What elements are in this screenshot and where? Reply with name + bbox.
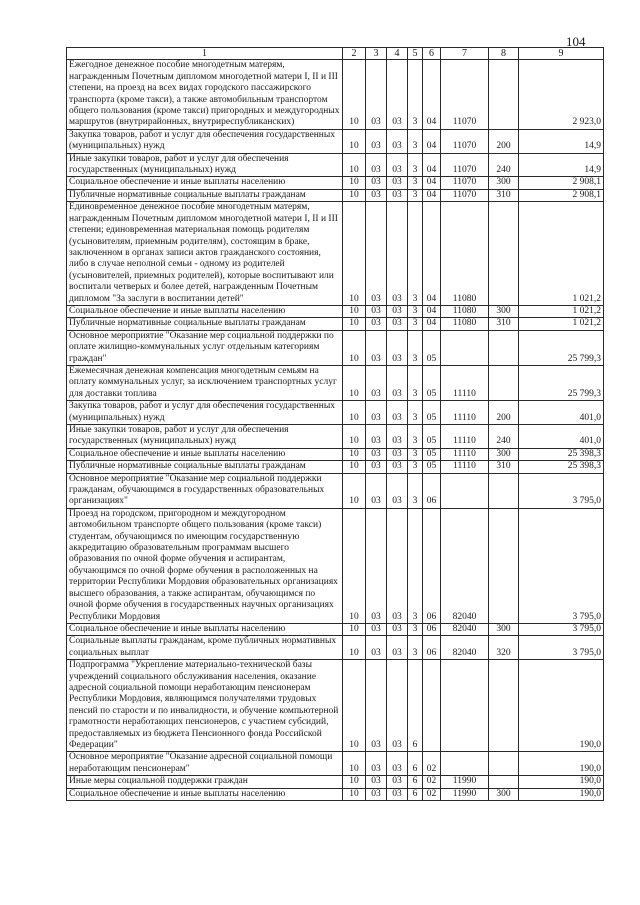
amount: 3 795,0: [519, 508, 604, 623]
code-subsection: 03: [366, 60, 387, 129]
amount: 1 021,2: [519, 202, 604, 306]
code-expense-type: [489, 508, 519, 623]
code-section: 10: [343, 752, 366, 776]
code-section: 10: [343, 636, 366, 660]
code-activity: 04: [423, 129, 441, 153]
code-program: 03: [387, 623, 408, 635]
code-subsection: 03: [366, 425, 387, 449]
code-section: 10: [343, 177, 366, 189]
code-direction: 11070: [441, 177, 489, 189]
code-subprogram: 3: [408, 129, 423, 153]
code-subprogram: 6: [408, 752, 423, 776]
table-row: [67, 752, 604, 776]
item-name: Закупка товаров, работ и услуг для обеспечения государственных (муниципальных) нужд: [67, 129, 343, 153]
code-direction: 11110: [441, 401, 489, 425]
header-cell: 9: [519, 48, 604, 60]
code-subprogram: 6: [408, 660, 423, 752]
code-section: 10: [343, 365, 366, 400]
code-direction: [441, 473, 489, 508]
code-activity: 04: [423, 60, 441, 129]
code-activity: 02: [423, 752, 441, 776]
code-activity: 04: [423, 177, 441, 189]
code-subprogram: 3: [408, 508, 423, 623]
code-subprogram: 3: [408, 330, 423, 365]
header-cell: 3: [366, 48, 387, 60]
code-direction: 11080: [441, 305, 489, 317]
code-direction: 11070: [441, 153, 489, 177]
header-cell: 2: [343, 48, 366, 60]
table-row: [67, 177, 604, 189]
budget-table: [66, 47, 604, 801]
code-subsection: 03: [366, 752, 387, 776]
code-program: 03: [387, 177, 408, 189]
code-subsection: 03: [366, 623, 387, 635]
item-name: Закупка товаров, работ и услуг для обеспечения государственных (муниципальных) нужд: [67, 401, 343, 425]
amount: 3 795,0: [519, 636, 604, 660]
item-name: Иные закупки товаров, работ и услуг для обеспечения государственных (муниципальных) нужд: [67, 153, 343, 177]
table-row: [67, 788, 604, 800]
header-cell: 8: [489, 48, 519, 60]
code-expense-type: 200: [489, 401, 519, 425]
code-subsection: 03: [366, 660, 387, 752]
code-expense-type: [489, 202, 519, 306]
table-row: [67, 129, 604, 153]
code-direction: 11110: [441, 461, 489, 473]
item-name: Ежемесячная денежная компенсация многодетным семьям на оплату коммунальных услуг, за исключением транспортных услуг для доставки топлива: [67, 365, 343, 400]
code-direction: 11070: [441, 189, 489, 201]
code-expense-type: [489, 660, 519, 752]
code-subprogram: 3: [408, 401, 423, 425]
code-program: 03: [387, 776, 408, 788]
code-activity: 02: [423, 776, 441, 788]
code-expense-type: 200: [489, 129, 519, 153]
code-subsection: 03: [366, 636, 387, 660]
code-section: 10: [343, 473, 366, 508]
code-section: 10: [343, 330, 366, 365]
table-row: [67, 365, 604, 400]
table-row: [67, 473, 604, 508]
table-row: [67, 305, 604, 317]
code-program: 03: [387, 508, 408, 623]
amount: 2 923,0: [519, 60, 604, 129]
code-expense-type: 240: [489, 425, 519, 449]
code-subsection: 03: [366, 365, 387, 400]
code-section: 10: [343, 623, 366, 635]
code-activity: 05: [423, 425, 441, 449]
code-program: 03: [387, 189, 408, 201]
amount: 190,0: [519, 660, 604, 752]
code-subsection: 03: [366, 129, 387, 153]
code-activity: 02: [423, 788, 441, 800]
code-program: 03: [387, 202, 408, 306]
code-activity: 04: [423, 305, 441, 317]
code-direction: [441, 660, 489, 752]
code-subsection: 03: [366, 318, 387, 330]
code-expense-type: [489, 776, 519, 788]
table-row: [67, 623, 604, 635]
code-activity: 05: [423, 330, 441, 365]
code-activity: 06: [423, 508, 441, 623]
code-subprogram: 3: [408, 60, 423, 129]
code-subprogram: 3: [408, 365, 423, 400]
code-section: 10: [343, 508, 366, 623]
table-body: [67, 60, 604, 801]
table-row: [67, 660, 604, 752]
code-activity: 06: [423, 473, 441, 508]
code-subsection: 03: [366, 153, 387, 177]
code-subsection: 03: [366, 508, 387, 623]
code-direction: 82040: [441, 636, 489, 660]
code-subsection: 03: [366, 202, 387, 306]
code-section: 10: [343, 776, 366, 788]
amount: 25 799,3: [519, 330, 604, 365]
header-cell: 4: [387, 48, 408, 60]
code-expense-type: 300: [489, 448, 519, 460]
code-expense-type: 300: [489, 788, 519, 800]
item-name: Социальное обеспечение и иные выплаты населению: [67, 177, 343, 189]
code-activity: 04: [423, 153, 441, 177]
code-program: 03: [387, 473, 408, 508]
code-direction: 11110: [441, 365, 489, 400]
table-row: [67, 636, 604, 660]
code-subsection: 03: [366, 330, 387, 365]
code-direction: 11110: [441, 425, 489, 449]
code-subsection: 03: [366, 461, 387, 473]
code-expense-type: 300: [489, 305, 519, 317]
code-program: 03: [387, 153, 408, 177]
code-section: 10: [343, 189, 366, 201]
code-activity: 05: [423, 461, 441, 473]
table-row: [67, 153, 604, 177]
code-section: 10: [343, 788, 366, 800]
item-name: Единовременное денежное пособие многодетным матерям, награжденным Почетным дипломом многодетной матери I, II и III степени; единовременная материальная помощь родителям (усыновителям, приемным родителям), состоящим в браке, заключенном в органах записи актов гражданского состояния, либо в случае неполной семьи - одному из родителей (усыновителей, приемных родителей), которые воспитывают или воспитали четверых и более детей, награжденным Почетным дипломом "За заслуги в воспитании детей": [67, 202, 343, 306]
header-cell: 7: [441, 48, 489, 60]
code-section: 10: [343, 60, 366, 129]
item-name: Ежегодное денежное пособие многодетным матерям, награжденным Почетным дипломом многодетной матери I, II и III степени, на проезд на всех видах городского пассажирского транспорта (кроме такси), а также автомобильным транспортом общего пользования (кроме такси) пригородных и междугородных маршрутов (внутрирайонных, внутриреспубликанских): [67, 60, 343, 129]
code-expense-type: 310: [489, 189, 519, 201]
code-subsection: 03: [366, 401, 387, 425]
amount: 25 398,3: [519, 461, 604, 473]
code-direction: 11990: [441, 776, 489, 788]
code-direction: 11070: [441, 129, 489, 153]
code-subprogram: 3: [408, 473, 423, 508]
header-cell: 5: [408, 48, 423, 60]
code-direction: 11110: [441, 448, 489, 460]
code-activity: [423, 660, 441, 752]
code-activity: 04: [423, 318, 441, 330]
code-subprogram: 3: [408, 153, 423, 177]
header-cell: 6: [423, 48, 441, 60]
code-expense-type: [489, 473, 519, 508]
table-row: [67, 425, 604, 449]
code-section: 10: [343, 202, 366, 306]
code-activity: 06: [423, 623, 441, 635]
code-subsection: 03: [366, 776, 387, 788]
code-subprogram: 3: [408, 425, 423, 449]
code-subprogram: 6: [408, 776, 423, 788]
amount: 190,0: [519, 788, 604, 800]
table-row: [67, 508, 604, 623]
code-subsection: 03: [366, 189, 387, 201]
code-section: 10: [343, 129, 366, 153]
table-row: [67, 330, 604, 365]
code-expense-type: [489, 752, 519, 776]
item-name: Публичные нормативные социальные выплаты гражданам: [67, 318, 343, 330]
code-activity: 05: [423, 401, 441, 425]
item-name: Иные закупки товаров, работ и услуг для обеспечения государственных (муниципальных) нужд: [67, 425, 343, 449]
item-name: Социальные выплаты гражданам, кроме публичных нормативных социальных выплат: [67, 636, 343, 660]
item-name: Иные меры социальной поддержки граждан: [67, 776, 343, 788]
item-name: Публичные нормативные социальные выплаты гражданам: [67, 461, 343, 473]
code-program: 03: [387, 305, 408, 317]
code-direction: 82040: [441, 623, 489, 635]
item-name: Основное мероприятие "Оказание мер социальной поддержки по оплате жилищно-коммунальных услуг отдельным категориям граждан": [67, 330, 343, 365]
code-section: 10: [343, 425, 366, 449]
code-subprogram: 3: [408, 636, 423, 660]
code-direction: [441, 752, 489, 776]
code-program: 03: [387, 660, 408, 752]
code-section: 10: [343, 401, 366, 425]
code-subprogram: 3: [408, 202, 423, 306]
amount: 2 908,1: [519, 189, 604, 201]
amount: 25 799,3: [519, 365, 604, 400]
code-expense-type: 310: [489, 318, 519, 330]
code-direction: 11080: [441, 318, 489, 330]
page-number: 104: [566, 34, 586, 49]
item-name: Социальное обеспечение и иные выплаты населению: [67, 788, 343, 800]
code-activity: 05: [423, 365, 441, 400]
code-program: 03: [387, 752, 408, 776]
code-direction: 11080: [441, 202, 489, 306]
amount: 14,9: [519, 153, 604, 177]
code-direction: [441, 330, 489, 365]
code-expense-type: [489, 60, 519, 129]
table-row: [67, 318, 604, 330]
amount: 25 398,3: [519, 448, 604, 460]
table-row: [67, 776, 604, 788]
code-section: 10: [343, 461, 366, 473]
amount: 3 795,0: [519, 623, 604, 635]
code-direction: 82040: [441, 508, 489, 623]
code-subprogram: 3: [408, 177, 423, 189]
code-subsection: 03: [366, 305, 387, 317]
code-subprogram: 3: [408, 448, 423, 460]
code-expense-type: 320: [489, 636, 519, 660]
code-activity: 06: [423, 636, 441, 660]
code-subsection: 03: [366, 177, 387, 189]
code-subprogram: 3: [408, 461, 423, 473]
table-row: [67, 461, 604, 473]
table-row: [67, 448, 604, 460]
code-activity: 04: [423, 189, 441, 201]
amount: 1 021,2: [519, 305, 604, 317]
item-name: Социальное обеспечение и иные выплаты населению: [67, 623, 343, 635]
table-row: [67, 401, 604, 425]
code-program: 03: [387, 448, 408, 460]
code-expense-type: 300: [489, 623, 519, 635]
code-subprogram: 3: [408, 189, 423, 201]
code-section: 10: [343, 305, 366, 317]
item-name: Проезд на городском, пригородном и междугородном автомобильном транспорте общего пользования (кроме такси) студентам, обучающимся по имеющим государственную аккредитацию образовательным программам высшего образования по очной форме обучения и аспирантам, обучающимся по очной форме обучения в расположенных на территории Республики Мордовия образовательных организациях высшего образования, а также аспирантам, обучающимся по очной форме обучения в государственных научных организациях Республики Мордовия: [67, 508, 343, 623]
code-program: 03: [387, 401, 408, 425]
amount: 1 021,2: [519, 318, 604, 330]
code-subprogram: 6: [408, 788, 423, 800]
amount: 401,0: [519, 425, 604, 449]
item-name: Социальное обеспечение и иные выплаты населению: [67, 448, 343, 460]
amount: 190,0: [519, 752, 604, 776]
code-activity: 05: [423, 448, 441, 460]
table-row: [67, 60, 604, 129]
item-name: Публичные нормативные социальные выплаты гражданам: [67, 189, 343, 201]
code-subsection: 03: [366, 473, 387, 508]
code-subsection: 03: [366, 788, 387, 800]
item-name: Основное мероприятие "Оказание адресной социальной помощи неработающим пенсионерам": [67, 752, 343, 776]
code-program: 03: [387, 318, 408, 330]
code-program: 03: [387, 788, 408, 800]
item-name: Социальное обеспечение и иные выплаты населению: [67, 305, 343, 317]
amount: 2 908,1: [519, 177, 604, 189]
table-header-row: [67, 48, 604, 60]
code-program: 03: [387, 461, 408, 473]
code-direction: 11070: [441, 60, 489, 129]
code-expense-type: 300: [489, 177, 519, 189]
table-row: [67, 189, 604, 201]
code-section: 10: [343, 318, 366, 330]
amount: 401,0: [519, 401, 604, 425]
item-name: Подпрограмма "Укрепление материально-технической базы учреждений социального обслуживания населения, оказание адресной социальной помощи неработающим пенсионерам Республики Мордовия, являющимся получателями трудовых пенсий по старости и по инвалидности, и обучение компьютерной грамотности неработающих пенсионеров, с участием субсидий, предоставляемых из бюджета Пенсионного фонда Российской Федерации": [67, 660, 343, 752]
amount: 14,9: [519, 129, 604, 153]
amount: 3 795,0: [519, 473, 604, 508]
code-program: 03: [387, 636, 408, 660]
code-expense-type: 310: [489, 461, 519, 473]
code-subsection: 03: [366, 448, 387, 460]
amount: 190,0: [519, 776, 604, 788]
table-row: [67, 202, 604, 306]
code-subprogram: 3: [408, 623, 423, 635]
code-section: 10: [343, 448, 366, 460]
code-program: 03: [387, 365, 408, 400]
code-program: 03: [387, 129, 408, 153]
header-cell: 1: [67, 48, 343, 60]
code-subprogram: 3: [408, 305, 423, 317]
code-program: 03: [387, 330, 408, 365]
code-subprogram: 3: [408, 318, 423, 330]
code-activity: 04: [423, 202, 441, 306]
code-expense-type: 240: [489, 153, 519, 177]
code-program: 03: [387, 425, 408, 449]
item-name: Основное мероприятие "Оказание мер социальной поддержки гражданам, обучающимся в государственных образовательных организациях": [67, 473, 343, 508]
code-direction: 11990: [441, 788, 489, 800]
code-program: 03: [387, 60, 408, 129]
code-section: 10: [343, 660, 366, 752]
code-expense-type: [489, 365, 519, 400]
code-expense-type: [489, 330, 519, 365]
code-section: 10: [343, 153, 366, 177]
